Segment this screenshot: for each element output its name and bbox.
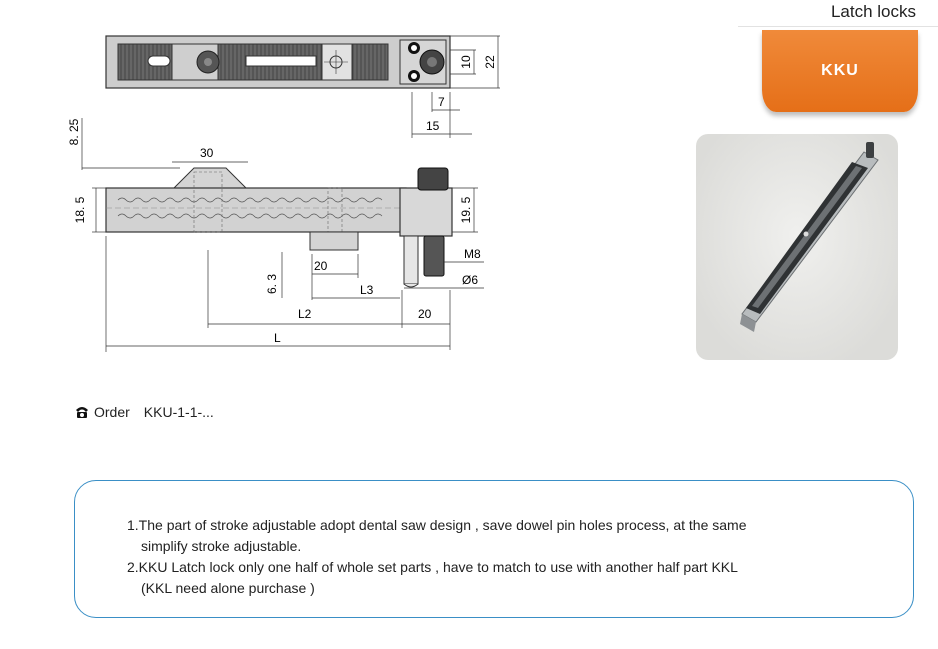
order-line bbox=[74, 404, 214, 420]
dim-l3: L3 bbox=[360, 283, 374, 297]
dim-20-a: 20 bbox=[314, 259, 328, 273]
order-code: KKU-1-1-... bbox=[143, 404, 214, 420]
note-1-cont: simplify stroke adjustable. bbox=[141, 538, 302, 554]
dim-top-15: 15 bbox=[426, 119, 440, 133]
dim-18-5: 18. 5 bbox=[73, 196, 87, 224]
dim-l2: L2 bbox=[298, 307, 312, 321]
phone-icon bbox=[74, 405, 90, 419]
note-2: 2.KKU Latch lock only one half of whole set parts , have to match to use with another half part KKL bbox=[127, 559, 738, 575]
dim-l: L bbox=[274, 331, 281, 345]
dim-top-22: 22 bbox=[483, 55, 497, 69]
side-view bbox=[67, 118, 484, 352]
dim-m8: M8 bbox=[464, 247, 481, 261]
technical-drawing bbox=[0, 0, 700, 380]
dim-dia-6: Ø6 bbox=[462, 273, 479, 287]
product-photo bbox=[696, 134, 898, 360]
header-title: Latch locks bbox=[830, 2, 916, 21]
note-2-cont: (KKL need alone purchase ) bbox=[141, 580, 315, 596]
dim-top-10: 10 bbox=[459, 55, 473, 69]
notes-box bbox=[74, 480, 914, 618]
top-view bbox=[106, 36, 500, 138]
dim-6-3: 6. 3 bbox=[265, 273, 279, 295]
dim-8-25: 8. 25 bbox=[67, 118, 81, 146]
order-label: Order bbox=[94, 404, 130, 420]
dim-19-5: 19. 5 bbox=[459, 196, 473, 224]
dim-top-7: 7 bbox=[438, 95, 445, 109]
dim-20-b: 20 bbox=[418, 307, 432, 321]
model-tab: KKU bbox=[762, 30, 918, 112]
header-divider bbox=[738, 26, 938, 27]
note-1: 1.The part of stroke adjustable adopt dental saw design , save dowel pin holes process, at the same bbox=[127, 517, 747, 533]
dim-30: 30 bbox=[200, 146, 214, 160]
